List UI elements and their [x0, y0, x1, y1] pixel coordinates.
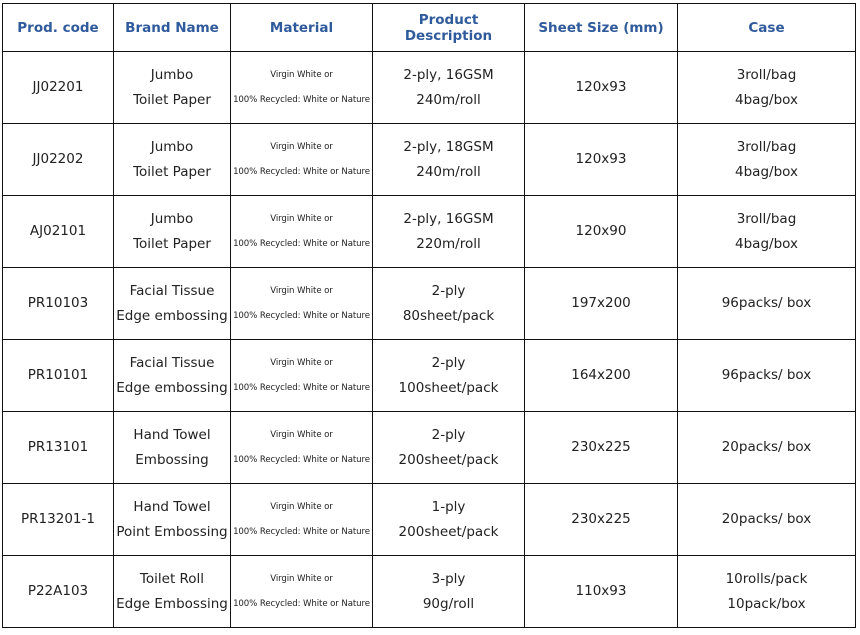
- brand-line: Facial Tissue: [129, 354, 215, 371]
- case-line: 3roll/bag: [736, 138, 797, 155]
- cell-brand-name: [114, 412, 231, 484]
- case-line: 10rolls/pack: [725, 570, 808, 587]
- material-line: 100% Recycled: White or Nature: [233, 526, 370, 537]
- cell-description: [373, 484, 525, 556]
- brand-line: Toilet Paper: [133, 235, 211, 252]
- case-line: 20packs/ box: [721, 439, 812, 455]
- sheet-size-text: 164x200: [571, 367, 631, 383]
- brand-line: Facial Tissue: [129, 282, 215, 299]
- prod-code-text: PR10101: [27, 367, 89, 383]
- material-line: Virgin White or: [270, 141, 333, 152]
- brand-line: Edge embossing: [116, 379, 228, 396]
- case-line: 96packs/ box: [721, 367, 812, 383]
- material-line: 100% Recycled: White or Nature: [233, 454, 370, 465]
- case-line: 4bag/box: [735, 91, 798, 108]
- brand-line: Embossing: [135, 451, 209, 468]
- header-material: Material: [231, 4, 373, 52]
- brand-line: Toilet Paper: [133, 163, 211, 180]
- description-line: 1-ply: [431, 498, 466, 515]
- product-spec-table: [2, 3, 856, 628]
- material-line: Virgin White or: [270, 573, 333, 584]
- cell-brand-name: [114, 340, 231, 412]
- material-line: 100% Recycled: White or Nature: [233, 598, 370, 609]
- header-case: Case: [678, 4, 856, 52]
- prod-code-text: AJ02101: [29, 223, 87, 239]
- description-line: 200sheet/pack: [398, 451, 499, 468]
- cell-case: [678, 196, 856, 268]
- brand-line: Hand Towel: [133, 426, 211, 443]
- brand-line: Toilet Paper: [133, 91, 211, 108]
- cell-description: [373, 412, 525, 484]
- cell-sheet-size: [525, 268, 678, 340]
- cell-sheet-size: [525, 196, 678, 268]
- table-row: [3, 484, 856, 556]
- sheet-size-text: 120x90: [575, 223, 627, 239]
- header-brand-name: Brand Name: [114, 4, 231, 52]
- cell-description: [373, 556, 525, 628]
- material-line: 100% Recycled: White or Nature: [233, 238, 370, 249]
- cell-brand-name: [114, 268, 231, 340]
- cell-sheet-size: [525, 412, 678, 484]
- prod-code-text: JJ02202: [32, 151, 84, 167]
- case-line: 3roll/bag: [736, 210, 797, 227]
- cell-description: [373, 124, 525, 196]
- cell-description: [373, 340, 525, 412]
- table-row: [3, 196, 856, 268]
- description-line: 2-ply: [431, 354, 466, 371]
- cell-material: [231, 196, 373, 268]
- cell-description: [373, 52, 525, 124]
- cell-material: [231, 52, 373, 124]
- cell-brand-name: [114, 484, 231, 556]
- brand-line: Point Embossing: [116, 523, 228, 540]
- header-sheet-size: Sheet Size (mm): [525, 4, 678, 52]
- cell-description: [373, 268, 525, 340]
- sheet-size-text: 120x93: [575, 79, 627, 95]
- description-line: 80sheet/pack: [402, 307, 495, 324]
- material-line: Virgin White or: [270, 429, 333, 440]
- brand-line: Jumbo: [150, 66, 194, 83]
- header-product-description: Product Description: [373, 4, 525, 52]
- brand-line: Edge Embossing: [116, 595, 228, 612]
- table-row: [3, 124, 856, 196]
- table-row: [3, 556, 856, 628]
- cell-case: [678, 52, 856, 124]
- cell-prod-code: [3, 52, 114, 124]
- cell-material: [231, 412, 373, 484]
- cell-sheet-size: [525, 556, 678, 628]
- description-line: 2-ply, 16GSM: [403, 66, 494, 83]
- cell-case: [678, 340, 856, 412]
- description-line: 2-ply: [431, 282, 466, 299]
- cell-brand-name: [114, 124, 231, 196]
- case-line: 4bag/box: [735, 163, 798, 180]
- material-line: 100% Recycled: White or Nature: [233, 382, 370, 393]
- cell-prod-code: [3, 340, 114, 412]
- material-line: 100% Recycled: White or Nature: [233, 166, 370, 177]
- cell-brand-name: [114, 556, 231, 628]
- material-line: Virgin White or: [270, 285, 333, 296]
- cell-case: [678, 412, 856, 484]
- material-line: Virgin White or: [270, 213, 333, 224]
- description-line: 90g/roll: [422, 595, 475, 612]
- prod-code-text: P22A103: [27, 583, 89, 599]
- cell-material: [231, 268, 373, 340]
- prod-code-text: PR10103: [27, 295, 89, 311]
- cell-prod-code: [3, 412, 114, 484]
- sheet-size-text: 230x225: [571, 511, 631, 527]
- material-line: 100% Recycled: White or Nature: [233, 310, 370, 321]
- material-line: 100% Recycled: White or Nature: [233, 94, 370, 105]
- case-line: 4bag/box: [735, 235, 798, 252]
- cell-sheet-size: [525, 340, 678, 412]
- table-row: [3, 340, 856, 412]
- case-line: 3roll/bag: [736, 66, 797, 83]
- cell-case: [678, 556, 856, 628]
- brand-line: Jumbo: [150, 210, 194, 227]
- description-line: 240m/roll: [416, 91, 481, 108]
- description-line: 2-ply, 18GSM: [403, 138, 494, 155]
- material-line: Virgin White or: [270, 501, 333, 512]
- sheet-size-text: 197x200: [571, 295, 631, 311]
- cell-prod-code: [3, 556, 114, 628]
- cell-material: [231, 484, 373, 556]
- description-line: 220m/roll: [416, 235, 481, 252]
- cell-prod-code: [3, 484, 114, 556]
- cell-material: [231, 124, 373, 196]
- table-row: [3, 268, 856, 340]
- description-line: 200sheet/pack: [398, 523, 499, 540]
- cell-prod-code: [3, 196, 114, 268]
- prod-code-text: PR13201-1: [21, 511, 95, 527]
- cell-brand-name: [114, 52, 231, 124]
- description-line: 240m/roll: [416, 163, 481, 180]
- sheet-size-text: 120x93: [575, 151, 627, 167]
- prod-code-text: PR13101: [27, 439, 89, 455]
- table-row: [3, 52, 856, 124]
- case-line: 10pack/box: [727, 595, 806, 612]
- description-line: 2-ply, 16GSM: [403, 210, 494, 227]
- description-line: 2-ply: [431, 426, 466, 443]
- material-line: Virgin White or: [270, 69, 333, 80]
- prod-code-text: JJ02201: [32, 79, 84, 95]
- cell-material: [231, 340, 373, 412]
- cell-sheet-size: [525, 52, 678, 124]
- material-line: Virgin White or: [270, 357, 333, 368]
- cell-sheet-size: [525, 484, 678, 556]
- case-line: 20packs/ box: [721, 511, 812, 527]
- description-line: 100sheet/pack: [398, 379, 499, 396]
- header-prod-code: Prod. code: [3, 4, 114, 52]
- cell-prod-code: [3, 268, 114, 340]
- table-row: [3, 412, 856, 484]
- cell-description: [373, 196, 525, 268]
- cell-case: [678, 268, 856, 340]
- cell-material: [231, 556, 373, 628]
- cell-case: [678, 484, 856, 556]
- brand-line: Hand Towel: [133, 498, 211, 515]
- sheet-size-text: 110x93: [575, 583, 627, 599]
- header-row: [3, 4, 856, 52]
- case-line: 96packs/ box: [721, 295, 812, 311]
- cell-sheet-size: [525, 124, 678, 196]
- description-line: 3-ply: [431, 570, 466, 587]
- brand-line: Jumbo: [150, 138, 194, 155]
- sheet-size-text: 230x225: [571, 439, 631, 455]
- cell-prod-code: [3, 124, 114, 196]
- cell-brand-name: [114, 196, 231, 268]
- cell-case: [678, 124, 856, 196]
- brand-line: Toilet Roll: [139, 570, 205, 587]
- brand-line: Edge embossing: [116, 307, 228, 324]
